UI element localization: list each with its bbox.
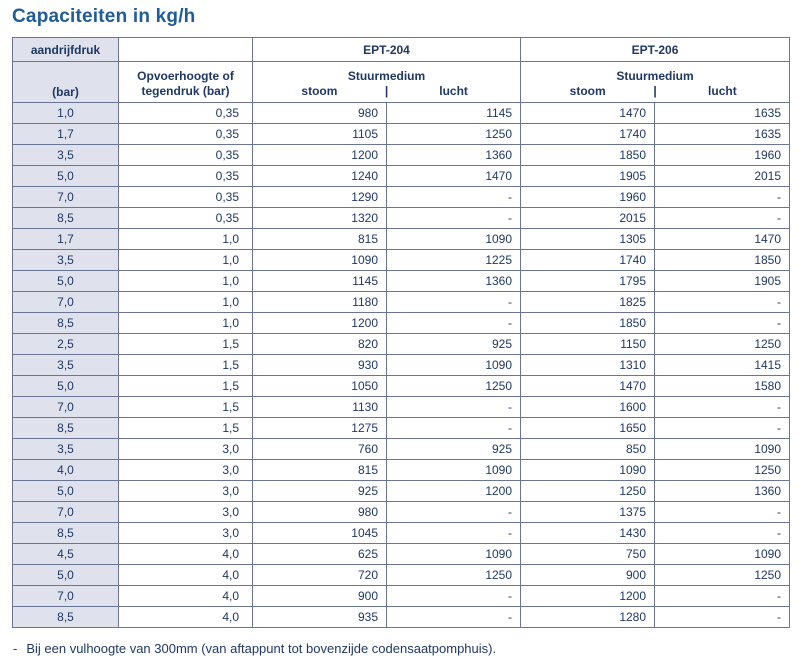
cell-ept206-stoom: 1905 bbox=[521, 166, 655, 187]
cell-ept204-lucht: 925 bbox=[387, 439, 521, 460]
header-divider-204: | bbox=[384, 84, 389, 98]
cell-ept206-stoom: 1850 bbox=[521, 313, 655, 334]
cell-ept206-lucht: - bbox=[655, 208, 790, 229]
table-row bbox=[13, 229, 790, 250]
cell-ept204-lucht: 1145 bbox=[387, 103, 521, 124]
cell-ept206-lucht: - bbox=[655, 607, 790, 628]
header-stoom-206: stoom bbox=[569, 84, 606, 98]
cell-aandrijfdruk: 5,0 bbox=[13, 271, 119, 292]
cell-ept206-stoom: 1150 bbox=[521, 334, 655, 355]
header-divider-206: | bbox=[653, 84, 657, 98]
cell-ept206-stoom: 1305 bbox=[521, 229, 655, 250]
cell-opvoerhoogte-tegendruk: 0,35 bbox=[119, 103, 253, 124]
cell-aandrijfdruk: 7,0 bbox=[13, 292, 119, 313]
cell-opvoerhoogte-tegendruk: 4,0 bbox=[119, 586, 253, 607]
cell-ept206-stoom: 1850 bbox=[521, 145, 655, 166]
cell-ept204-stoom: 815 bbox=[253, 229, 387, 250]
table-row bbox=[13, 376, 790, 397]
table-row bbox=[13, 187, 790, 208]
cell-ept206-stoom: 2015 bbox=[521, 208, 655, 229]
cell-ept204-lucht: - bbox=[387, 397, 521, 418]
cell-ept206-lucht: 1635 bbox=[655, 124, 790, 145]
table-row bbox=[13, 208, 790, 229]
cell-aandrijfdruk: 7,0 bbox=[13, 397, 119, 418]
cell-ept206-stoom: 1470 bbox=[521, 376, 655, 397]
cell-ept206-lucht: 1470 bbox=[655, 229, 790, 250]
cell-ept206-lucht: 1250 bbox=[655, 565, 790, 586]
table-row bbox=[13, 586, 790, 607]
header-bar-unit: (bar) bbox=[13, 62, 119, 103]
cell-ept204-lucht: - bbox=[387, 607, 521, 628]
capacity-table bbox=[12, 37, 790, 628]
cell-ept204-stoom: 1090 bbox=[253, 250, 387, 271]
cell-aandrijfdruk: 8,5 bbox=[13, 523, 119, 544]
cell-ept204-lucht: 1360 bbox=[387, 145, 521, 166]
cell-ept206-stoom: 1280 bbox=[521, 607, 655, 628]
cell-aandrijfdruk: 3,5 bbox=[13, 145, 119, 166]
cell-opvoerhoogte-tegendruk: 1,5 bbox=[119, 376, 253, 397]
cell-ept204-stoom: 1045 bbox=[253, 523, 387, 544]
cell-ept204-stoom: 1240 bbox=[253, 166, 387, 187]
cell-ept204-lucht: 1090 bbox=[387, 229, 521, 250]
cell-ept204-stoom: 760 bbox=[253, 439, 387, 460]
table-row bbox=[13, 355, 790, 376]
cell-ept204-stoom: 1050 bbox=[253, 376, 387, 397]
cell-aandrijfdruk: 5,0 bbox=[13, 565, 119, 586]
cell-ept206-lucht: 1250 bbox=[655, 334, 790, 355]
header-aandrijfdruk: aandrijfdruk bbox=[13, 38, 119, 62]
cell-ept204-stoom: 1200 bbox=[253, 145, 387, 166]
cell-aandrijfdruk: 1,0 bbox=[13, 103, 119, 124]
cell-opvoerhoogte-tegendruk: 1,5 bbox=[119, 355, 253, 376]
cell-opvoerhoogte-tegendruk: 1,0 bbox=[119, 313, 253, 334]
cell-ept204-stoom: 935 bbox=[253, 607, 387, 628]
stuurmedium-label-204: Stuurmedium bbox=[347, 69, 426, 83]
header-empty-cell bbox=[119, 38, 253, 62]
cell-ept204-stoom: 925 bbox=[253, 481, 387, 502]
cell-ept204-stoom: 820 bbox=[253, 334, 387, 355]
header-ept-204: EPT-204 bbox=[253, 38, 521, 62]
cell-ept204-lucht: 1470 bbox=[387, 166, 521, 187]
cell-ept204-lucht: 925 bbox=[387, 334, 521, 355]
cell-ept206-lucht: 1090 bbox=[655, 544, 790, 565]
cell-opvoerhoogte-tegendruk: 0,35 bbox=[119, 145, 253, 166]
cell-opvoerhoogte-tegendruk: 1,5 bbox=[119, 334, 253, 355]
cell-ept206-stoom: 1825 bbox=[521, 292, 655, 313]
cell-opvoerhoogte-tegendruk: 3,0 bbox=[119, 481, 253, 502]
cell-ept206-stoom: 1250 bbox=[521, 481, 655, 502]
cell-aandrijfdruk: 7,0 bbox=[13, 187, 119, 208]
table-row bbox=[13, 607, 790, 628]
cell-aandrijfdruk: 4,5 bbox=[13, 544, 119, 565]
cell-opvoerhoogte-tegendruk: 1,0 bbox=[119, 229, 253, 250]
cell-aandrijfdruk: 1,7 bbox=[13, 124, 119, 145]
cell-ept204-lucht: 1250 bbox=[387, 376, 521, 397]
header-row-1 bbox=[13, 38, 790, 62]
cell-aandrijfdruk: 5,0 bbox=[13, 166, 119, 187]
cell-aandrijfdruk: 8,5 bbox=[13, 313, 119, 334]
table-row bbox=[13, 544, 790, 565]
cell-ept206-lucht: 1360 bbox=[655, 481, 790, 502]
page-title: Capaciteiten in kg/h bbox=[12, 6, 196, 27]
header-lucht-206: lucht bbox=[708, 84, 737, 98]
header-stuurmedium-ept204 bbox=[253, 62, 521, 103]
cell-ept206-lucht: - bbox=[655, 397, 790, 418]
cell-aandrijfdruk: 3,5 bbox=[13, 439, 119, 460]
cell-ept206-stoom: 850 bbox=[521, 439, 655, 460]
cell-ept206-lucht: 1415 bbox=[655, 355, 790, 376]
cell-opvoerhoogte-tegendruk: 4,0 bbox=[119, 565, 253, 586]
cell-ept204-stoom: 1275 bbox=[253, 418, 387, 439]
cell-ept204-stoom: 1320 bbox=[253, 208, 387, 229]
cell-ept206-lucht: - bbox=[655, 418, 790, 439]
table-row bbox=[13, 502, 790, 523]
cell-ept206-lucht: 1850 bbox=[655, 250, 790, 271]
cell-opvoerhoogte-tegendruk: 3,0 bbox=[119, 502, 253, 523]
cell-aandrijfdruk: 7,0 bbox=[13, 502, 119, 523]
cell-ept204-stoom: 900 bbox=[253, 586, 387, 607]
cell-ept206-stoom: 1650 bbox=[521, 418, 655, 439]
cell-ept204-stoom: 815 bbox=[253, 460, 387, 481]
header-opvoerhoogte-tegendruk: Opvoerhoogte of tegendruk (bar) bbox=[119, 62, 253, 103]
cell-opvoerhoogte-tegendruk: 1,0 bbox=[119, 292, 253, 313]
cell-ept204-lucht: - bbox=[387, 292, 521, 313]
cell-opvoerhoogte-tegendruk: 3,0 bbox=[119, 439, 253, 460]
cell-ept206-lucht: 1635 bbox=[655, 103, 790, 124]
cell-aandrijfdruk: 2,5 bbox=[13, 334, 119, 355]
cell-ept204-stoom: 1130 bbox=[253, 397, 387, 418]
cell-ept204-lucht: - bbox=[387, 313, 521, 334]
stuurmedium-label-206: Stuurmedium bbox=[616, 69, 694, 83]
cell-ept204-lucht: 1250 bbox=[387, 565, 521, 586]
cell-ept204-stoom: 720 bbox=[253, 565, 387, 586]
cell-ept206-lucht: - bbox=[655, 502, 790, 523]
header-lucht-204: lucht bbox=[439, 84, 468, 98]
cell-ept206-stoom: 900 bbox=[521, 565, 655, 586]
table-row bbox=[13, 565, 790, 586]
cell-ept206-lucht: 1580 bbox=[655, 376, 790, 397]
cell-ept204-stoom: 980 bbox=[253, 502, 387, 523]
cell-ept206-stoom: 1600 bbox=[521, 397, 655, 418]
cell-ept204-lucht: 1090 bbox=[387, 355, 521, 376]
cell-ept204-lucht: - bbox=[387, 208, 521, 229]
cell-opvoerhoogte-tegendruk: 0,35 bbox=[119, 187, 253, 208]
cell-aandrijfdruk: 5,0 bbox=[13, 481, 119, 502]
cell-ept206-stoom: 1470 bbox=[521, 103, 655, 124]
cell-ept204-stoom: 930 bbox=[253, 355, 387, 376]
cell-ept204-stoom: 980 bbox=[253, 103, 387, 124]
table-row bbox=[13, 334, 790, 355]
cell-aandrijfdruk: 3,5 bbox=[13, 355, 119, 376]
cell-ept204-stoom: 1200 bbox=[253, 313, 387, 334]
table-body bbox=[13, 103, 790, 628]
cell-opvoerhoogte-tegendruk: 4,0 bbox=[119, 607, 253, 628]
cell-ept204-lucht: 1090 bbox=[387, 544, 521, 565]
cell-ept204-stoom: 1290 bbox=[253, 187, 387, 208]
cell-opvoerhoogte-tegendruk: 3,0 bbox=[119, 523, 253, 544]
cell-ept206-stoom: 1740 bbox=[521, 250, 655, 271]
cell-ept206-lucht: 1090 bbox=[655, 439, 790, 460]
cell-aandrijfdruk: 4,0 bbox=[13, 460, 119, 481]
table-header bbox=[13, 38, 790, 103]
cell-ept206-stoom: 1740 bbox=[521, 124, 655, 145]
cell-opvoerhoogte-tegendruk: 1,5 bbox=[119, 418, 253, 439]
cell-ept204-stoom: 1145 bbox=[253, 271, 387, 292]
cell-opvoerhoogte-tegendruk: 0,35 bbox=[119, 208, 253, 229]
cell-opvoerhoogte-tegendruk: 0,35 bbox=[119, 124, 253, 145]
header-row-2 bbox=[13, 62, 790, 103]
cell-ept206-lucht: - bbox=[655, 292, 790, 313]
cell-ept206-stoom: 1795 bbox=[521, 271, 655, 292]
cell-ept204-lucht: 1200 bbox=[387, 481, 521, 502]
cell-ept206-lucht: 1960 bbox=[655, 145, 790, 166]
cell-ept204-lucht: 1250 bbox=[387, 124, 521, 145]
cell-ept204-lucht: - bbox=[387, 187, 521, 208]
footnote bbox=[13, 641, 789, 656]
table-row bbox=[13, 397, 790, 418]
cell-ept206-stoom: 1200 bbox=[521, 586, 655, 607]
cell-ept206-lucht: - bbox=[655, 187, 790, 208]
cell-ept204-stoom: 1180 bbox=[253, 292, 387, 313]
table-row bbox=[13, 313, 790, 334]
table-row bbox=[13, 481, 790, 502]
table-row bbox=[13, 460, 790, 481]
cell-aandrijfdruk: 7,0 bbox=[13, 586, 119, 607]
cell-aandrijfdruk: 8,5 bbox=[13, 418, 119, 439]
cell-ept206-stoom: 750 bbox=[521, 544, 655, 565]
cell-ept204-lucht: 1360 bbox=[387, 271, 521, 292]
footnote-text: Bij een vulhoogte van 300mm (van aftappunt tot bovenzijde codensaatpomphuis). bbox=[26, 641, 497, 656]
cell-ept204-lucht: 1090 bbox=[387, 460, 521, 481]
table-row bbox=[13, 145, 790, 166]
cell-aandrijfdruk: 5,0 bbox=[13, 376, 119, 397]
table-row bbox=[13, 523, 790, 544]
cell-opvoerhoogte-tegendruk: 0,35 bbox=[119, 166, 253, 187]
cell-ept206-lucht: 2015 bbox=[655, 166, 790, 187]
header-ept-206: EPT-206 bbox=[521, 38, 790, 62]
table-row bbox=[13, 250, 790, 271]
cell-aandrijfdruk: 1,7 bbox=[13, 229, 119, 250]
cell-ept206-stoom: 1960 bbox=[521, 187, 655, 208]
cell-aandrijfdruk: 8,5 bbox=[13, 607, 119, 628]
cell-ept206-stoom: 1430 bbox=[521, 523, 655, 544]
cell-ept206-stoom: 1310 bbox=[521, 355, 655, 376]
cell-ept204-lucht: - bbox=[387, 502, 521, 523]
cell-ept204-lucht: 1225 bbox=[387, 250, 521, 271]
cell-ept206-lucht: 1250 bbox=[655, 460, 790, 481]
footnote-bullet: - bbox=[13, 641, 18, 656]
table-row bbox=[13, 124, 790, 145]
header-stuurmedium-ept206 bbox=[521, 62, 790, 103]
cell-ept204-lucht: - bbox=[387, 418, 521, 439]
cell-aandrijfdruk: 3,5 bbox=[13, 250, 119, 271]
cell-ept206-lucht: - bbox=[655, 523, 790, 544]
cell-ept204-stoom: 1105 bbox=[253, 124, 387, 145]
cell-opvoerhoogte-tegendruk: 4,0 bbox=[119, 544, 253, 565]
cell-ept204-lucht: - bbox=[387, 586, 521, 607]
cell-opvoerhoogte-tegendruk: 1,5 bbox=[119, 397, 253, 418]
header-stoom-204: stoom bbox=[301, 84, 338, 98]
table-row bbox=[13, 418, 790, 439]
cell-opvoerhoogte-tegendruk: 1,0 bbox=[119, 250, 253, 271]
cell-ept204-stoom: 625 bbox=[253, 544, 387, 565]
table-row bbox=[13, 103, 790, 124]
cell-ept206-lucht: - bbox=[655, 586, 790, 607]
cell-ept206-stoom: 1090 bbox=[521, 460, 655, 481]
cell-ept206-stoom: 1375 bbox=[521, 502, 655, 523]
cell-opvoerhoogte-tegendruk: 1,0 bbox=[119, 271, 253, 292]
cell-ept206-lucht: 1905 bbox=[655, 271, 790, 292]
table-row bbox=[13, 439, 790, 460]
table-row bbox=[13, 271, 790, 292]
cell-ept206-lucht: - bbox=[655, 313, 790, 334]
cell-aandrijfdruk: 8,5 bbox=[13, 208, 119, 229]
table-row bbox=[13, 166, 790, 187]
cell-opvoerhoogte-tegendruk: 3,0 bbox=[119, 460, 253, 481]
cell-ept204-lucht: - bbox=[387, 523, 521, 544]
table-row bbox=[13, 292, 790, 313]
